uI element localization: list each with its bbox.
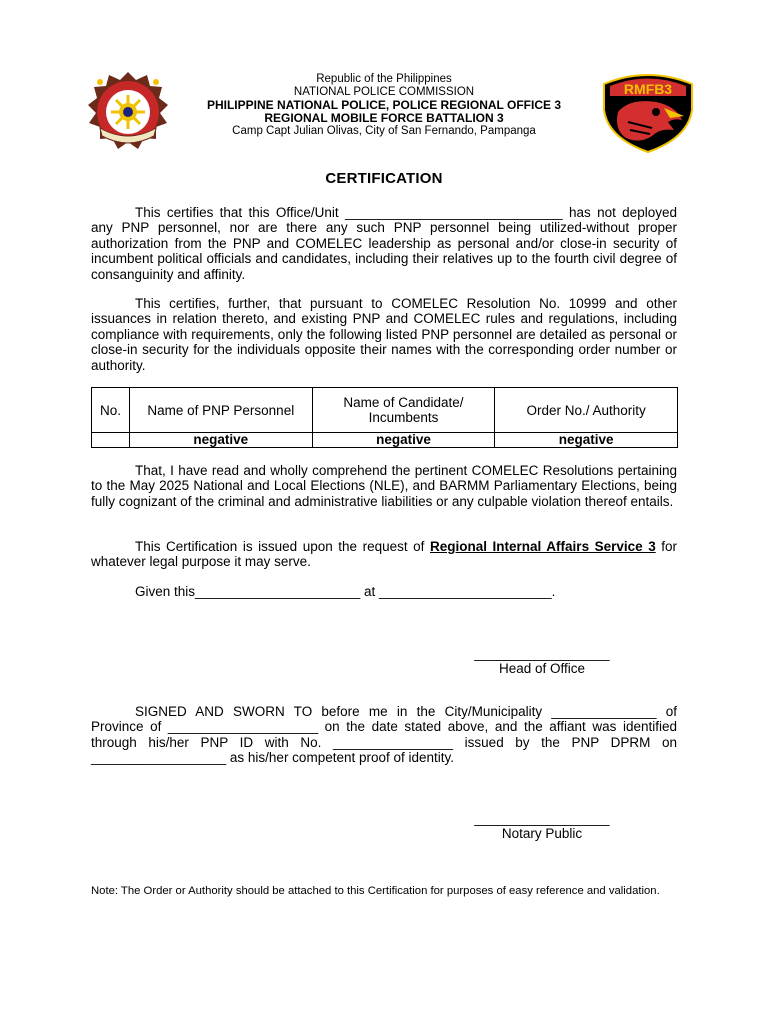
cell-candidate: negative [312, 433, 495, 448]
given-line [91, 584, 677, 599]
table-header-row [92, 388, 678, 433]
given-at: at [360, 584, 379, 599]
sworn-text-4: issued by the PNP DPRM on [453, 734, 677, 750]
head-of-office-label: Head of Office [498, 661, 586, 676]
paragraph-4-suffix: for whatever legal purpose it may serve. [91, 539, 677, 570]
paragraph-1-body: has not deployed any PNP personnel, nor are there any such PNP personnel being utilized-without proper authorization from the PNP and COMELEC leadership as personal and/or close-in security of incumbent political officials and candidates, including their relatives up to the fourth civil degree of consanguinity and affinity. [91, 205, 677, 282]
header-pnp-office: PHILIPPINE NATIONAL POLICE, POLICE REGIONAL OFFICE 3 [206, 98, 562, 112]
given-end: . [551, 584, 556, 599]
cell-personnel: negative [129, 433, 312, 448]
table-row [92, 433, 678, 448]
signature-line-head: __________________ [474, 646, 610, 661]
given-date-blank: ______________________ [195, 584, 361, 599]
paragraph-4-prefix: This Certification is issued upon the request of [135, 539, 430, 554]
requester-name: Regional Internal Affairs Service 3 [429, 539, 656, 554]
header-personnel: Name of PNP Personnel [129, 388, 312, 433]
document-title: CERTIFICATION [325, 170, 443, 187]
footnote: Note: The Order or Authority should be attached to this Certification for purposes of easy reference and validation. [91, 885, 660, 897]
province-blank: ____________________ [167, 719, 319, 735]
cell-order: negative [495, 433, 678, 448]
paragraph-1-prefix: This certifies that this Office/Unit [135, 205, 345, 220]
paragraph-1 [91, 205, 677, 282]
seal-sun [111, 95, 145, 129]
given-place-blank: _______________________ [378, 584, 552, 599]
header-republic: Republic of the Philippines [316, 73, 452, 85]
header-candidate: Name of Candidate/ Incumbents [312, 388, 495, 433]
sworn-paragraph [91, 704, 677, 766]
signature-block-notary [462, 811, 622, 841]
signature-line-notary: __________________ [474, 811, 610, 826]
notary-public-label: Notary Public [501, 826, 583, 841]
rmfb3-text: RMFB3 [623, 81, 673, 97]
paragraph-4 [91, 539, 677, 570]
city-blank: ______________ [551, 704, 657, 719]
header-battalion: REGIONAL MOBILE FORCE BATTALION 3 [264, 111, 504, 125]
pnp-seal-icon [86, 70, 170, 154]
sworn-text-1: SIGNED AND SWORN TO before me in the City/Municipality [135, 704, 552, 719]
personnel-table [91, 387, 678, 448]
cell-no [92, 433, 130, 448]
paragraph-2: This certifies, further, that pursuant to COMELEC Resolution No. 10999 and other issuances in relation thereto, and existing PNP and COMELEC rules and regulations, including compliance with requirements, only the following listed PNP personnel are detailed as personal or close-in security for the individuals opposite their names with the corresponding order number or authority. [91, 296, 677, 373]
letterhead [170, 73, 598, 138]
sworn-text-2: of Province of [91, 704, 677, 735]
rmfb3-shield-icon [600, 72, 696, 154]
id-number-blank: ________________ [332, 734, 454, 750]
header-address: Camp Capt Julian Olivas, City of San Fernando, Pampanga [232, 125, 536, 137]
header-napolcom: NATIONAL POLICE COMMISSION [293, 86, 475, 98]
sworn-text-3: on the date stated above, and the affiant was identified through his/her PNP ID with No. [91, 719, 677, 750]
sworn-text-5: as his/her competent proof of identity. [226, 750, 455, 766]
signature-block-head [462, 646, 622, 676]
paragraph-3: That, I have read and wholly comprehend the pertinent COMELEC Resolutions pertaining to the May 2025 National and Local Elections (NLE), and BARMM Parliamentary Elections, being fully cognizant of the criminal and administrative liabilities or any culpable violation thereof entails. [91, 463, 677, 509]
office-unit-blank: _____________________________ [344, 205, 563, 220]
given-label: Given this [135, 584, 196, 599]
header-order: Order No./ Authority [495, 388, 678, 433]
dprm-date-blank: __________________ [91, 750, 227, 766]
header-no: No. [92, 388, 130, 433]
